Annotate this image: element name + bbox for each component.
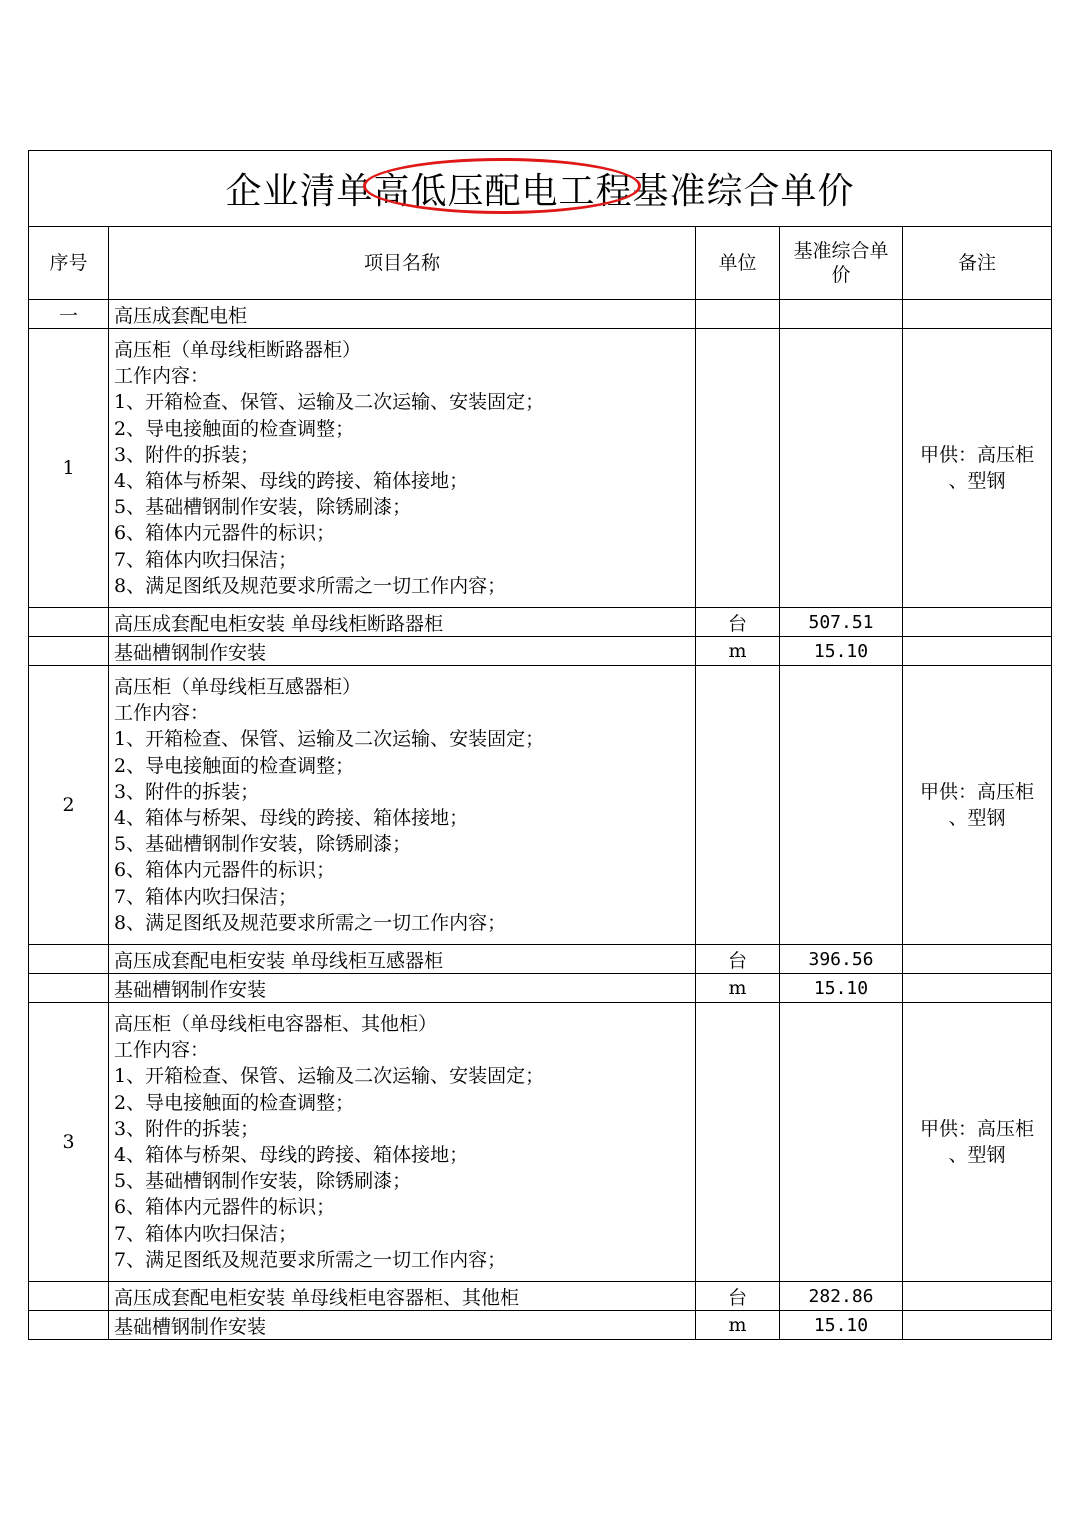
description-line: 3、附件的拆装；	[114, 780, 260, 803]
item-name: 高压成套配电柜安装 单母线柜断路器柜	[109, 608, 696, 637]
price-table	[28, 150, 1052, 1340]
description-line: 2、导电接触面的检查调整；	[114, 754, 355, 777]
item-unit: m	[696, 637, 780, 666]
item-row	[29, 945, 1052, 974]
remark-line: 、型钢	[948, 1144, 1006, 1167]
item-row	[29, 637, 1052, 666]
description-line: 高压柜（单母线柜互感器柜）	[114, 676, 362, 699]
description-line: 7、满足图纸及规范要求所需之一切工作内容；	[114, 1248, 507, 1271]
group-remark	[903, 666, 1052, 945]
description-line: 高压柜（单母线柜断路器柜）	[114, 339, 362, 361]
description-line: 4、箱体与桥架、母线的跨接、箱体接地；	[114, 470, 469, 493]
group-unit-empty	[696, 666, 780, 945]
group-remark	[903, 329, 1052, 608]
item-name: 高压成套配电柜安装 单母线柜电容器柜、其他柜	[109, 1282, 696, 1311]
item-seq-empty	[29, 608, 109, 637]
remark-line: 甲供：高压柜	[920, 781, 1035, 804]
item-price: 282.86	[780, 1282, 903, 1311]
description-line: 工作内容：	[114, 1039, 210, 1062]
description-line: 1、开箱检查、保管、运输及二次运输、安装固定；	[114, 391, 545, 414]
item-seq-empty	[29, 974, 109, 1003]
item-row	[29, 1282, 1052, 1311]
item-unit: 台	[696, 608, 780, 637]
item-unit: 台	[696, 945, 780, 974]
group-seq: 3	[29, 1003, 109, 1282]
group-seq: 1	[29, 329, 109, 608]
description-line: 2、导电接触面的检查调整；	[114, 1091, 355, 1114]
header-remark: 备注	[903, 227, 1052, 300]
item-name: 基础槽钢制作安装	[109, 1311, 696, 1340]
description-line: 6、箱体内元器件的标识；	[114, 1196, 336, 1219]
group-description	[109, 666, 696, 945]
header-seq: 序号	[29, 227, 109, 300]
description-line: 6、箱体内元器件的标识；	[114, 522, 336, 545]
section-name: 高压成套配电柜	[109, 300, 696, 329]
description-line: 5、基础槽钢制作安装，除锈刷漆；	[114, 833, 412, 856]
item-remark-empty	[903, 608, 1052, 637]
remark-line: 、型钢	[948, 807, 1006, 830]
group-description	[109, 1003, 696, 1282]
item-price: 396.56	[780, 945, 903, 974]
description-line: 3、附件的拆装；	[114, 443, 260, 466]
item-unit: 台	[696, 1282, 780, 1311]
item-remark-empty	[903, 1311, 1052, 1340]
item-remark-empty	[903, 974, 1052, 1003]
description-line: 5、基础槽钢制作安装，除锈刷漆；	[114, 496, 412, 519]
group-unit-empty	[696, 329, 780, 608]
header-unit: 单位	[696, 227, 780, 300]
item-name: 基础槽钢制作安装	[109, 974, 696, 1003]
description-line: 工作内容：	[114, 702, 210, 725]
empty-cell	[696, 300, 780, 329]
item-seq-empty	[29, 945, 109, 974]
group-seq: 2	[29, 666, 109, 945]
empty-cell	[903, 300, 1052, 329]
item-row	[29, 1311, 1052, 1340]
item-price: 507.51	[780, 608, 903, 637]
remark-line: 甲供：高压柜	[920, 1118, 1035, 1141]
description-line: 7、箱体内吹扫保洁；	[114, 885, 298, 908]
group-row	[29, 329, 1052, 608]
description-line: 1、开箱检查、保管、运输及二次运输、安装固定；	[114, 728, 545, 751]
description-line: 工作内容：	[114, 365, 210, 388]
group-price-empty	[780, 1003, 903, 1282]
header-price: 基准综合单价	[780, 227, 903, 300]
remark-line: 、型钢	[948, 470, 1006, 493]
item-remark-empty	[903, 945, 1052, 974]
description-line: 5、基础槽钢制作安装，除锈刷漆；	[114, 1170, 412, 1193]
description-line: 7、箱体内吹扫保洁；	[114, 548, 298, 571]
item-name: 高压成套配电柜安装 单母线柜互感器柜	[109, 945, 696, 974]
item-seq-empty	[29, 637, 109, 666]
sheet-title-cell	[29, 151, 1052, 227]
description-line: 高压柜（单母线柜电容器柜、其他柜）	[114, 1013, 438, 1036]
item-seq-empty	[29, 1282, 109, 1311]
description-line: 6、箱体内元器件的标识；	[114, 859, 336, 882]
item-price: 15.10	[780, 1311, 903, 1340]
item-price: 15.10	[780, 637, 903, 666]
group-unit-empty	[696, 1003, 780, 1282]
description-line: 7、箱体内吹扫保洁；	[114, 1222, 298, 1245]
group-description	[109, 329, 696, 608]
description-line: 1、开箱检查、保管、运输及二次运输、安装固定；	[114, 1065, 545, 1088]
item-unit: m	[696, 1311, 780, 1340]
group-remark	[903, 1003, 1052, 1282]
description-line: 8、满足图纸及规范要求所需之一切工作内容；	[114, 911, 507, 934]
description-line: 2、导电接触面的检查调整；	[114, 417, 355, 440]
price-sheet	[28, 150, 1051, 1340]
description-line: 4、箱体与桥架、母线的跨接、箱体接地；	[114, 807, 469, 830]
group-price-empty	[780, 329, 903, 608]
group-row	[29, 666, 1052, 945]
item-unit: m	[696, 974, 780, 1003]
empty-cell	[780, 300, 903, 329]
sheet-title: 企业清单高低压配电工程基准综合单价	[225, 171, 855, 212]
remark-line: 甲供：高压柜	[920, 444, 1035, 467]
item-remark-empty	[903, 637, 1052, 666]
item-name: 基础槽钢制作安装	[109, 637, 696, 666]
group-price-empty	[780, 666, 903, 945]
section-row	[29, 300, 1052, 329]
description-line: 4、箱体与桥架、母线的跨接、箱体接地；	[114, 1144, 469, 1167]
header-name: 项目名称	[109, 227, 696, 300]
group-row	[29, 1003, 1052, 1282]
description-line: 3、附件的拆装；	[114, 1117, 260, 1140]
item-remark-empty	[903, 1282, 1052, 1311]
description-line: 8、满足图纸及规范要求所需之一切工作内容；	[114, 574, 507, 597]
section-seq: 一	[29, 300, 109, 329]
item-seq-empty	[29, 1311, 109, 1340]
item-row	[29, 608, 1052, 637]
item-price: 15.10	[780, 974, 903, 1003]
item-row	[29, 974, 1052, 1003]
